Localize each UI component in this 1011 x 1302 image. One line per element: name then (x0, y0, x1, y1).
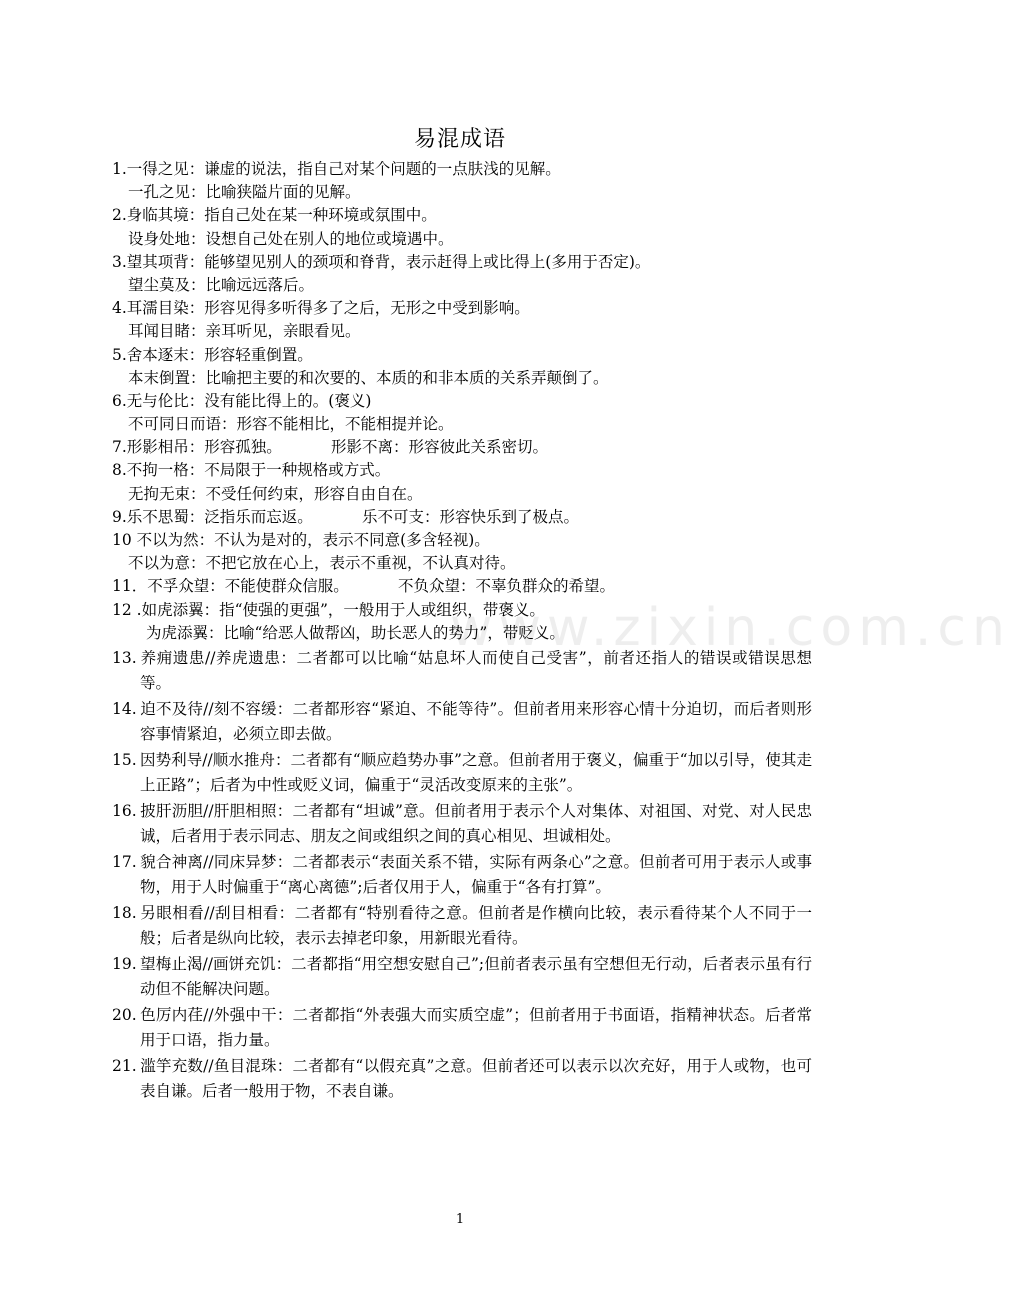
idiom-line: 6.无与伦比：没有能比得上的。(褒义) (112, 391, 372, 410)
paragraph-text: 另眼相看//刮目相看：二者都有“特别看待之意。但前者是作横向比较，表示看待某个人不同于一般；后者是纵向比较，表示去掉老印象，用新眼光看待。 (140, 903, 812, 947)
idiom-paragraph (112, 697, 812, 747)
idiom-list (112, 158, 812, 1104)
idiom-paragraph (112, 799, 812, 849)
paragraph-text: 养痈遗患//养虎遗患：二者都可以比喻“姑息坏人而使自己受害”，前者还指人的错误或错误思想等。 (140, 648, 812, 692)
idiom-line: 2.身临其境：指自己处在某一种环境或氛围中。 (112, 206, 437, 225)
paragraph-text: 貌合神离//同床异梦：二者都表示“表面关系不错，实际有两条心”之意。但前者可用于表示人或事物，用于人时偏重于“离心离德”;后者仅用于人，偏重于“各有打算”。 (140, 852, 812, 896)
idiom-line: 不可同日而语：形容不能相比，不能相提并论。 (128, 415, 454, 434)
idiom-line: 11．不孚众望：不能使群众信服。 不负众望：不辜负群众的希望。 (112, 577, 615, 596)
idiom-paragraph (112, 952, 812, 1002)
idiom-line: 不以为意：不把它放在心上，表示不重视，不认真对待。 (128, 554, 516, 573)
idiom-line: 无拘无束：不受任何约束，形容自由自在。 (128, 484, 423, 503)
paragraph-number: 13. (112, 648, 137, 667)
idiom-line: 一孔之见：比喻狭隘片面的见解。 (128, 183, 361, 202)
idiom-line: 3.望其项背：能够望见别人的颈项和脊背，表示赶得上或比得上(多用于否定)。 (112, 252, 651, 271)
idiom-line: 9.乐不思蜀：泛指乐而忘返。 乐不可支：形容快乐到了极点。 (112, 507, 580, 526)
idiom-paragraph (112, 748, 812, 798)
paragraph-number: 17. (112, 852, 137, 871)
idiom-paragraph (112, 850, 812, 900)
idiom-paragraph (112, 646, 812, 696)
idiom-line: 耳闻目睹：亲耳听见，亲眼看见。 (128, 322, 361, 341)
paragraph-number: 18. (112, 903, 137, 922)
paragraph-text: 因势利导//顺水推舟：二者都有“顺应趋势办事”之意。但前者用于褒义，偏重于“加以引导，使其走上正路”；后者为中性或贬义词，偏重于“灵活改变原来的主张”。 (140, 750, 812, 794)
paragraph-number: 21. (112, 1056, 137, 1075)
idiom-line: 10 不以为然：不认为是对的，表示不同意(多含轻视)。 (112, 531, 490, 549)
idiom-paragraph (112, 1003, 812, 1053)
idiom-line: 5.舍本逐末：形容轻重倒置。 (112, 345, 313, 364)
idiom-line: 1.一得之见：谦虚的说法，指自己对某个问题的一点肤浅的见解。 (112, 160, 561, 178)
paragraph-number: 16. (112, 801, 137, 820)
idiom-paragraph (112, 901, 812, 951)
idiom-line: 设身处地：设想自己处在别人的地位或境遇中。 (128, 229, 454, 248)
idiom-line: 12 .如虎添翼：指“使强的更强”，一般用于人或组织，带褒义。 (112, 600, 545, 619)
idiom-line: 为虎添翼：比喻“给恶人做帮凶，助长恶人的势力”，带贬义。 (146, 623, 565, 642)
paragraph-text: 披肝沥胆//肝胆相照：二者都有“坦诚”意。但前者用于表示个人对集体、对祖国、对党、对人民忠诚，后者用于表示同志、朋友之间或组织之间的真心相见、坦诚相处。 (140, 801, 812, 845)
idiom-line: 本末倒置：比喻把主要的和次要的、本质的和非本质的关系弄颠倒了。 (128, 368, 609, 387)
paragraph-text: 望梅止渴//画饼充饥：二者都指“用空想安慰自己”;但前者表示虽有空想但无行动，后者表示虽有行动但不能解决问题。 (140, 954, 812, 998)
idiom-paragraph (112, 1054, 812, 1104)
paragraph-number: 15. (112, 750, 137, 769)
paragraph-text: 色厉内荏//外强中干：二者都指“外表强大而实质空虚”；但前者用于书面语，指精神状态。后者常用于口语，指力量。 (140, 1005, 812, 1049)
paragraph-number: 19. (112, 954, 137, 973)
idiom-line: 8.不拘一格：不局限于一种规格或方式。 (112, 461, 391, 480)
idiom-line: 7.形影相吊：形容孤独。 形影不离：形容彼此关系密切。 (112, 438, 549, 457)
paragraph-text: 滥竽充数//鱼目混珠：二者都有“以假充真”之意。但前者还可以表示以次充好，用于人或物，也可表自谦。后者一般用于物，不表自谦。 (140, 1056, 812, 1100)
paragraph-number: 14. (112, 699, 137, 718)
paragraph-number: 20. (112, 1005, 137, 1024)
paragraph-text: 迫不及待//刻不容缓：二者都形容“紧迫、不能等待”。但前者用来形容心情十分迫切，而后者则形容事情紧迫，必须立即去做。 (140, 699, 812, 743)
watermark: www.zixin.com.cn (450, 598, 1011, 658)
idiom-line: 4.耳濡目染：形容见得多听得多了之后，无形之中受到影响。 (112, 299, 530, 318)
page-number: 1 (455, 1212, 465, 1227)
page-title: 易混成语 (413, 127, 506, 152)
idiom-line: 望尘莫及：比喻远远落后。 (128, 275, 315, 294)
